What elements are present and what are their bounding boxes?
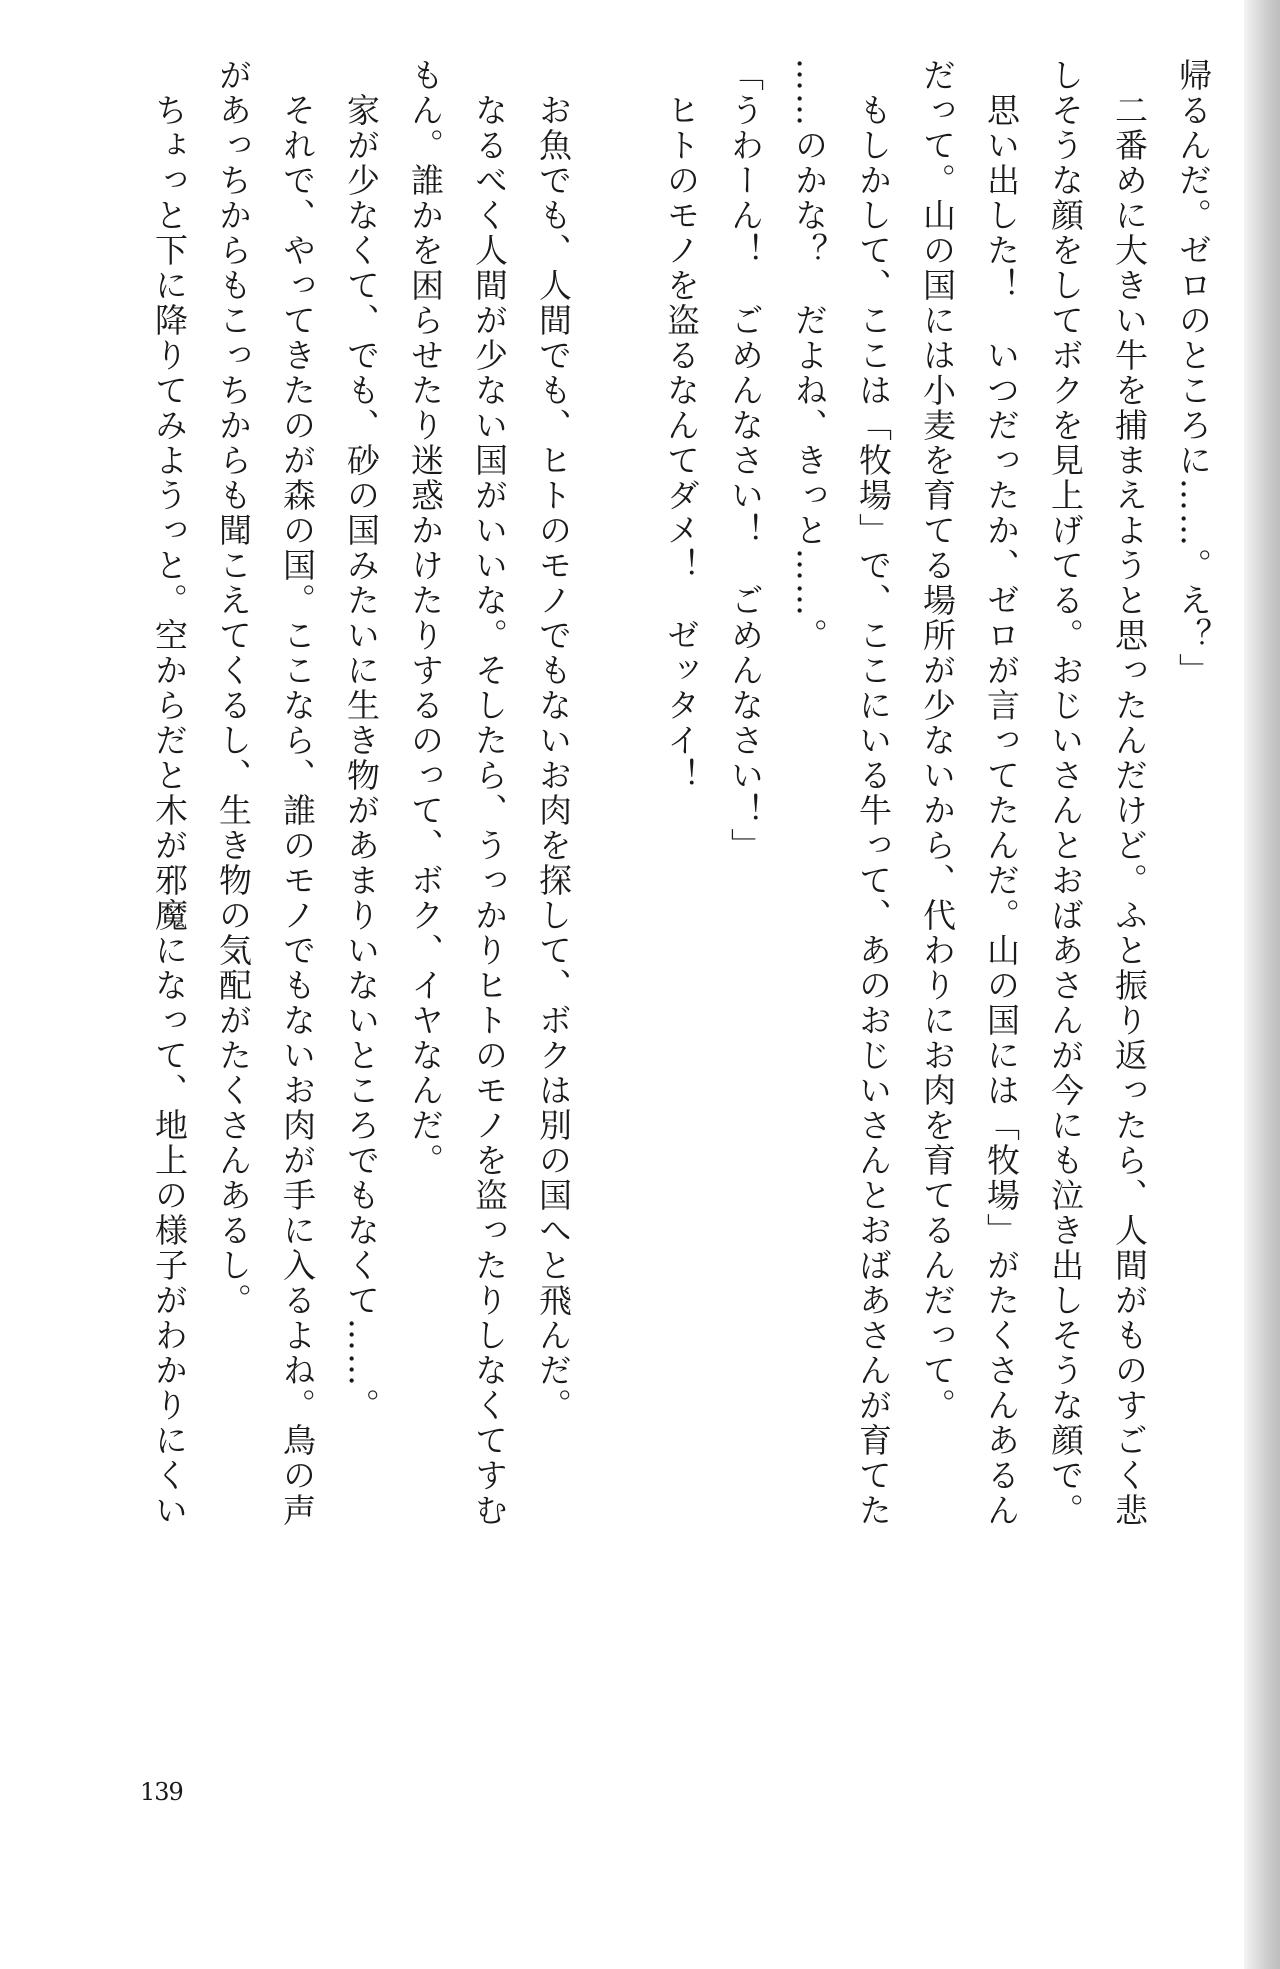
page-binding-shadow — [1244, 0, 1280, 1969]
blank-column — [585, 58, 649, 1538]
text-column: 帰るんだ。ゼロのところに……。え？」 — [1174, 58, 1213, 688]
text-column: もしかして、ここは「牧場」で、ここにいる牛って、あのおじいさんとおばあさんが育てた — [854, 93, 893, 1528]
text-column: もん。誰かを困らせたり迷惑かけたりするのって、ボク、イヤなんだ。 — [406, 58, 445, 1178]
text-column: なるべく人間が少ない国がいいな。そしたら、うっかりヒトのモノを盗ったりしなくてすむ — [470, 93, 509, 1528]
page-number: 139 — [140, 1778, 183, 1806]
text-column: それで、やってきたのが森の国。ここなら、誰のモノでもないお肉が手に入るよね。鳥の声 — [278, 93, 317, 1528]
text-column: があっちからもこっちからも聞こえてくるし、生き物の気配がたくさんあるし。 — [214, 58, 253, 1318]
text-column: しそうな顔をしてボクを見上げてる。おじいさんとおばあさんが今にも泣き出しそうな顔で。 — [1046, 58, 1085, 1528]
text-column: ちょっと下に降りてみようっと。空からだと木が邪魔になって、地上の様子がわかりにくい — [150, 93, 189, 1528]
text-column: 「うわーん！ ごめんなさい！ ごめんなさい！」 — [726, 58, 765, 863]
text-column: 思い出した！ いつだったか、ゼロが言ってたんだ。山の国には「牧場」がたくさんあるん — [982, 93, 1021, 1528]
text-column: ヒトのモノを盗るなんてダメ！ ゼッタイ！ — [662, 93, 701, 793]
text-column: ……のかな？ だよね、きっと……。 — [790, 58, 829, 653]
vertical-text-body — [137, 58, 1225, 1538]
text-column: 二番めに大きい牛を捕まえようと思ったんだけど。ふと振り返ったら、人間がものすごく悲 — [1110, 93, 1149, 1528]
text-column: 家が少なくて、でも、砂の国みたいに生き物があまりいないところでもなくて……。 — [342, 93, 381, 1423]
text-column: だって。山の国には小麦を育てる場所が少ないから、代わりにお肉を育てるんだって。 — [918, 58, 957, 1423]
text-column: お魚でも、人間でも、ヒトのモノでもないお肉を探して、ボクは別の国へと飛んだ。 — [534, 93, 573, 1423]
